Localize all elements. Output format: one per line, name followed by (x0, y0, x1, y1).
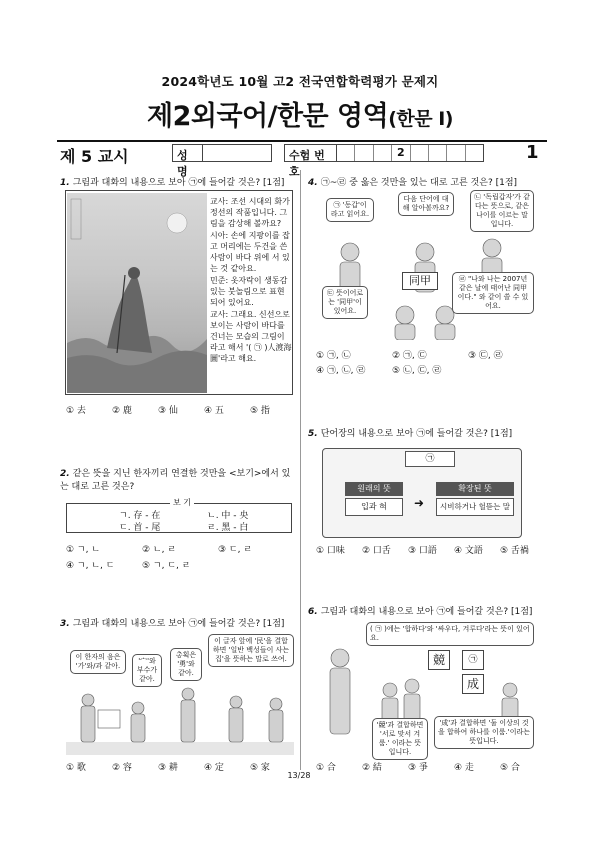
speech-bubble: ㉡ '독립갑자'가 같다는 뜻으로, 같은 나이를 이르는 말입니다. (470, 190, 534, 232)
board-char: 競 (428, 650, 450, 670)
q4-prompt (308, 177, 548, 190)
extended-meaning-label: 확장된 뜻 (436, 482, 514, 496)
exam-header-line: 2024학년도 10월 고2 전국연합학력평가 문제지 (161, 74, 439, 89)
painting-illustration (67, 193, 207, 393)
total-pages: 28 (300, 771, 311, 780)
speech-bubble: 이 한자의 음은 '가'와/과 같아. (70, 650, 126, 674)
q6-choices (316, 760, 546, 773)
choice-option[interactable]: ③ ㄷ, ㄹ (218, 545, 253, 555)
dialogue-line: 시아: 손에 지팡이를 잡고 머리에는 두건을 쓴 사람이 바다 위에 서 있는 것 같아요. (210, 231, 290, 273)
session-label: 제 5 교시 (60, 147, 129, 166)
exam-number-cell: 2 (392, 145, 410, 161)
choice-option[interactable]: ① 歌 (66, 763, 86, 773)
q1-number: 1. (60, 178, 70, 188)
q2-text: 같은 뜻을 지닌 한자끼리 연결한 것만을 <보기>에서 있는 대로 고른 것은? (60, 469, 291, 492)
q1-choices (66, 403, 296, 416)
exam-number-cell (374, 145, 392, 161)
choice-option[interactable]: ② 口舌 (362, 546, 391, 556)
choice-option[interactable]: ④ 五 (204, 406, 224, 416)
exam-number-cell (429, 145, 447, 161)
bogi-item: ㄴ. 中 - 央 (207, 511, 249, 521)
q1-prompt (60, 177, 295, 190)
choice-option[interactable]: ⑤ 指 (250, 406, 270, 416)
dialogue-line: 교사: 조선 시대의 화가 정선의 작품입니다. 그림을 감상해 볼까요? (210, 197, 290, 228)
choice-option[interactable]: ③ ㉢, ㉣ (468, 351, 503, 361)
q2-choices (66, 542, 296, 571)
choice-option[interactable]: ③ 仙 (158, 406, 178, 416)
choice-option[interactable]: ① ㄱ, ㄴ (66, 545, 101, 555)
choice-option[interactable]: ⑤ 合 (500, 763, 520, 773)
current-page: 13 (287, 771, 298, 780)
name-label: 성명 (173, 145, 203, 161)
choice-option[interactable]: ③ 口語 (408, 546, 437, 556)
q3-illustration (66, 630, 294, 755)
speech-bubble: ( ㉠ )에는 '합하다'와 '싸우다, 겨루다'라는 뜻이 있어요. (366, 622, 534, 646)
q3-text: 그림과 대화의 내용으로 보아 ㉠에 들어갈 것은? [1점] (72, 619, 285, 629)
choice-option[interactable]: ③ 耕 (158, 763, 178, 773)
q1-text: 그림과 대화의 내용으로 보아 ㉠에 들어갈 것은? [1점] (72, 178, 285, 188)
q4-text: ㉠~㉣ 중 옳은 것만을 있는 대로 고른 것은? [1점] (320, 178, 518, 188)
choice-option[interactable]: ④ 定 (204, 763, 224, 773)
speech-bubble: ㉠ '동갑'이라고 읽어요. (326, 198, 374, 222)
speech-bubble: '宀'와 부수가 같아. (132, 654, 162, 687)
bogi-item: ㄹ. 黑 - 白 (207, 523, 249, 533)
q5-prompt (308, 428, 548, 441)
q6-number: 6. (308, 607, 318, 617)
q4-number: 4. (308, 178, 318, 188)
speech-bubble: ㉣ "나와 나는 2007년 같은 날에 태어난 同甲이다." 와 같이 쓸 수 있어요. (452, 272, 534, 314)
choice-option[interactable]: ① 合 (316, 763, 336, 773)
page-title-main: 제2외국어/한문 영역 (147, 101, 389, 132)
q4-illustration (310, 190, 535, 340)
choice-option[interactable]: ① ㉠, ㉡ (316, 351, 351, 361)
exam-number-cell (355, 145, 373, 161)
choice-option[interactable]: ② 鹿 (112, 406, 132, 416)
page-indicator: 13/28 (287, 771, 311, 780)
original-meaning-label: 원래의 뜻 (345, 482, 403, 496)
q5-choices (316, 543, 546, 556)
page-number: 1 (526, 142, 539, 163)
choice-option[interactable]: ④ 走 (454, 763, 474, 773)
column-divider (300, 170, 301, 770)
painting-image (67, 193, 207, 393)
choice-option[interactable]: ④ ㄱ, ㄴ, ㄷ (66, 561, 115, 571)
q5-text: 단어장의 내용으로 보아 ㉠에 들어갈 것은? [1점] (320, 429, 513, 439)
q6-illustration (310, 620, 535, 755)
choice-option[interactable]: ② ㉠, ㉢ (392, 351, 427, 361)
page-title (0, 94, 600, 133)
choice-option[interactable]: ⑤ 舌禍 (500, 546, 529, 556)
choice-option[interactable]: ④ ㉠, ㉡, ㉣ (316, 366, 366, 376)
q6-text: 그림과 대화의 내용으로 보아 ㉠에 들어갈 것은? [1점] (320, 607, 533, 617)
choice-option[interactable]: ⑤ 家 (250, 763, 270, 773)
q1-dialogue (210, 196, 292, 365)
speech-bubble: ㉢ 뜻이어로는 '同甲'이 있어요. (322, 286, 368, 319)
word-card: 同甲 (402, 272, 438, 290)
title-divider (57, 140, 547, 142)
choice-option[interactable]: ⑤ ㄱ, ㄷ, ㄹ (142, 561, 191, 571)
choice-option[interactable]: ② ㄴ, ㄹ (142, 545, 177, 555)
choice-option[interactable]: ② 容 (112, 763, 132, 773)
bogi-item: ㄱ. 存 - 在 (119, 511, 161, 521)
choice-option[interactable]: ⑤ ㉡, ㉢, ㉣ (392, 366, 442, 376)
board-char: 成 (462, 674, 484, 694)
dialogue-line: 민준: 옷자락이 생동감 있는 붓놀림으로 표현되어 있어요. (210, 276, 288, 307)
choice-option[interactable]: ② 結 (362, 763, 382, 773)
choice-option[interactable]: ④ 文語 (454, 546, 483, 556)
arrow-right-icon: ➜ (414, 496, 425, 510)
blank-box: ㉠ (462, 650, 484, 670)
name-field[interactable] (172, 144, 272, 178)
q3-choices (66, 760, 296, 773)
bogi-label: 보 기 (170, 497, 194, 508)
exam-number-cell (337, 145, 355, 161)
exam-number-cell (466, 145, 483, 161)
q3-number: 3. (60, 619, 70, 629)
q5-number: 5. (308, 429, 318, 439)
speech-bubble: 총획은 '勇'와 같아. (170, 648, 202, 681)
exam-number-cell (411, 145, 429, 161)
dialogue-line: 교사: 그래요. 신선으로 보이는 사람이 바다를 건너는 모습의 그림이라고 해서 '( ㉠ )人渡海圖'라고 해요. (210, 310, 292, 363)
choice-option[interactable]: ① 口味 (316, 546, 345, 556)
speech-bubble: '成'과 결합하면 '둘 이상의 것을 합하여 하나를 이룸.'이라는 뜻입니다. (434, 716, 534, 749)
speech-bubble: '競'과 결합하면 '서로 맞서 겨룸.' 이라는 뜻입니다. (372, 718, 428, 760)
q2-number: 2. (60, 469, 70, 479)
speech-bubble: 이 글자 앞에 '民'을 결합하면 '일반 백성들이 사는 집'을 뜻하는 말로 쓰여. (208, 634, 294, 667)
exam-number-cell (447, 145, 465, 161)
speech-bubble: 다음 단어에 대해 알아볼까요? (398, 192, 454, 216)
choice-option[interactable]: ③ 爭 (408, 763, 428, 773)
page-title-subtitle: (한문 Ⅰ) (388, 108, 453, 130)
exam-number-label: 수험 번호 (285, 145, 337, 161)
q2-prompt (60, 468, 295, 494)
q6-prompt (308, 606, 548, 619)
q4-choices (316, 348, 546, 376)
extended-meaning-value: 시비하거나 헐뜯는 말 (436, 498, 514, 516)
exam-number-field[interactable] (284, 144, 484, 178)
bogi-item: ㄷ. 首 - 尾 (119, 523, 161, 533)
choice-option[interactable]: ① 去 (66, 406, 86, 416)
original-meaning-value: 입과 혀 (345, 498, 403, 516)
vocab-card-title: ㉠ (405, 451, 455, 467)
